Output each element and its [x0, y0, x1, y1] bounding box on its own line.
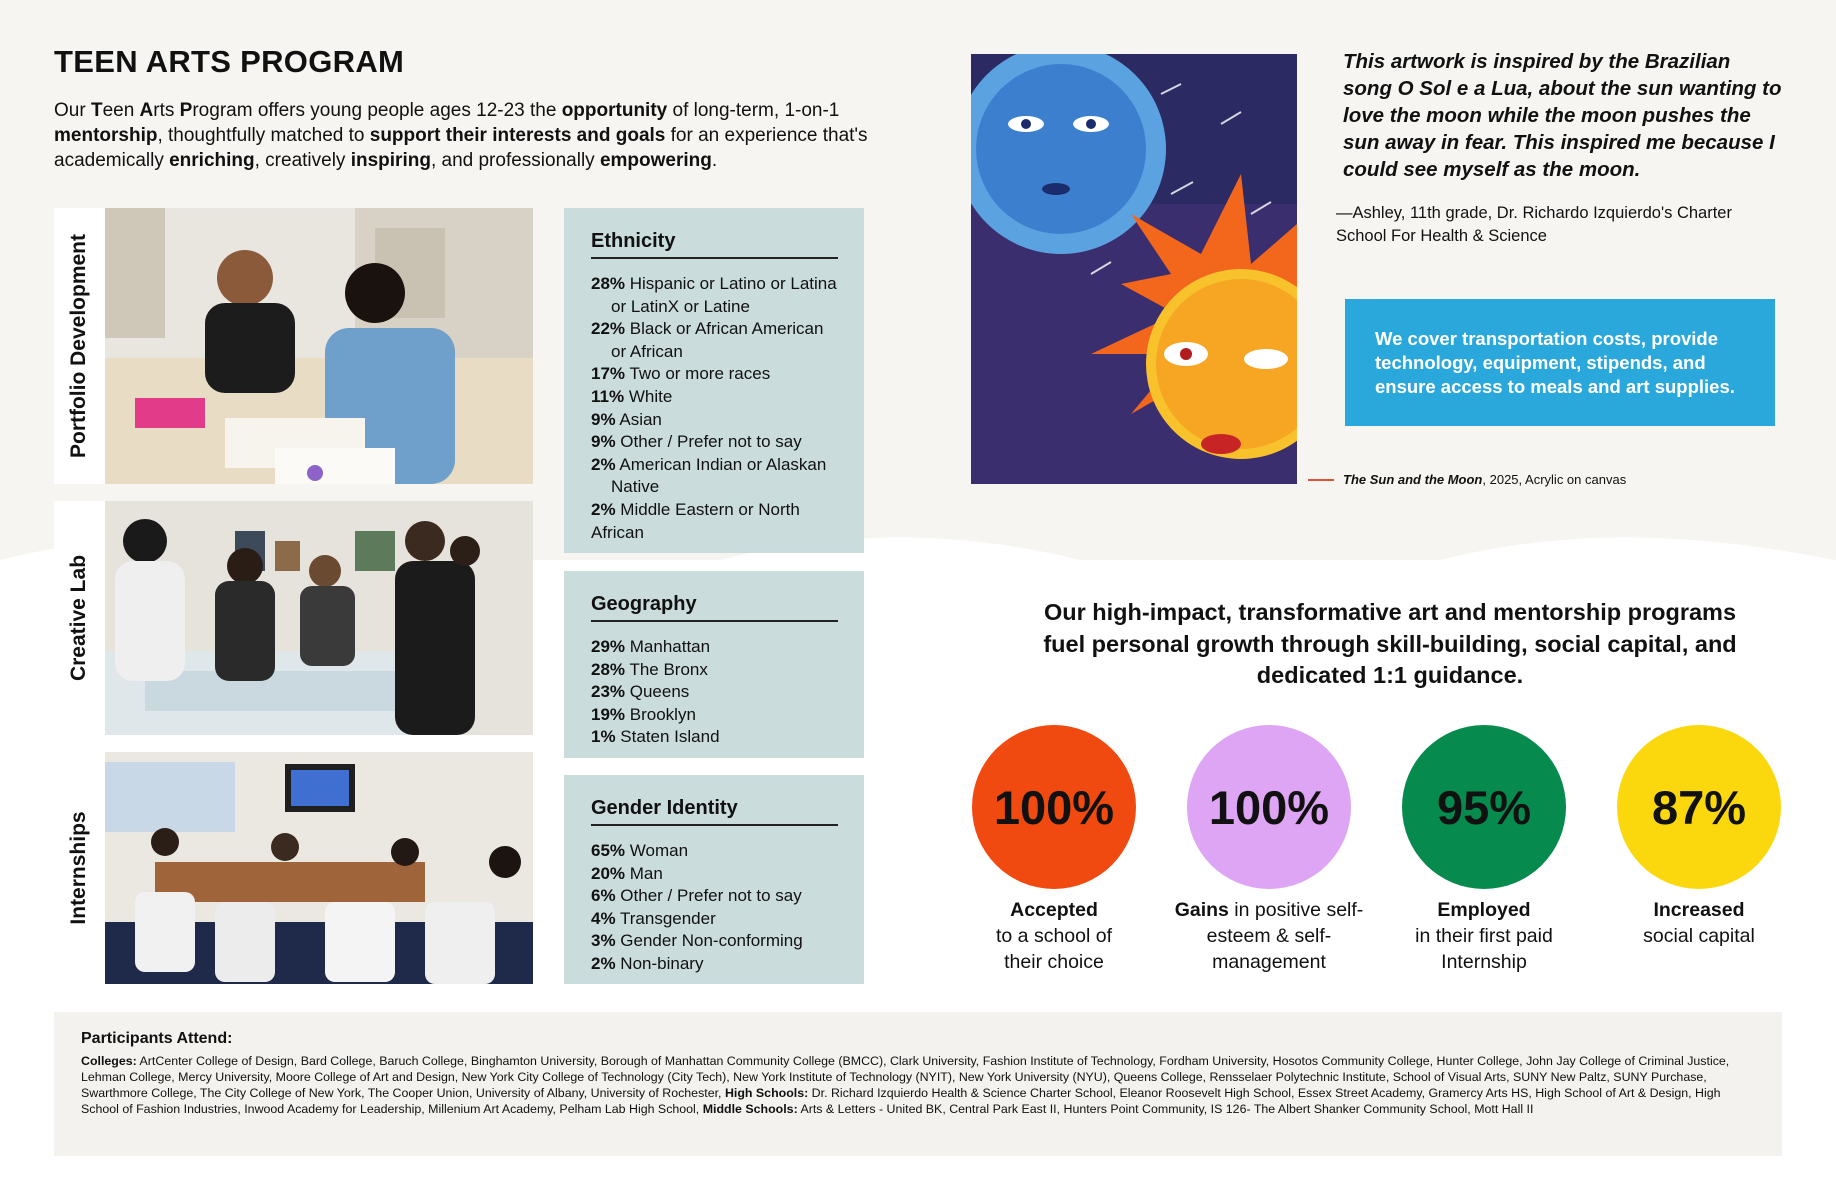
list-item: 4% Transgender [591, 908, 716, 928]
artwork-caption: The Sun and the Moon, 2025, Acrylic on canvas [1343, 472, 1627, 487]
artwork-image [971, 54, 1297, 484]
outcome-accepted-text: Accepted to a school of their choice [996, 899, 1112, 973]
list-item: 19% Brooklyn [591, 704, 696, 724]
list-item: 22% Black or African American or African [591, 319, 824, 361]
ethnicity-title: Ethnicity [591, 230, 838, 259]
photo-label: Creative Lab [67, 554, 90, 682]
photo-label: Internships [67, 811, 90, 925]
geography-box [564, 571, 864, 758]
geography-title: Geography [591, 593, 838, 622]
list-item: 28% The Bronx [591, 659, 708, 679]
geography-list [591, 636, 838, 749]
list-item: 65% Woman [591, 841, 689, 860]
portfolio-photo [105, 208, 533, 484]
list-item: 20% Man [591, 863, 663, 883]
list-item: 17% Two or more races [591, 364, 771, 384]
outcome-social-capital-text: Increased social capital [1643, 899, 1755, 947]
gender-identity-box [564, 775, 864, 984]
intro-paragraph: Our Teen Arts Program offers young people ages 12-23 the opportunity of long-term, 1-on-1 mentorship, thoughtfully matched to support their interests and goals for an experience that's academically enriching, creatively inspiring, and professionally empowering. [54, 100, 868, 171]
page-title: TEEN ARTS PROGRAM [54, 44, 405, 79]
list-item: 23% Queens [591, 682, 690, 702]
participants-attend-panel [54, 1012, 1782, 1156]
caption-rule [1308, 479, 1334, 481]
list-item: 6% Other / Prefer not to say [591, 886, 802, 906]
attend-title: Participants Attend: [81, 1030, 233, 1047]
photo-row-creative-lab [54, 501, 533, 735]
outcome-social-capital-circle: 87% [1617, 725, 1781, 889]
support-callout: We cover transportation costs, provide technology, equipment, stipends, and ensure access to meals and art supplies. [1345, 299, 1775, 426]
artist-quote: This artwork is inspired by the Brazilian song O Sol e a Lua, about the sun wanting to love the moon while the moon pushes the sun away in fear. This inspired me because I could see myself as the moon. [1343, 50, 1782, 181]
list-item: 2% Middle Eastern or North African [591, 499, 800, 542]
photo-row-internships [54, 752, 533, 984]
list-item: 28% Hispanic or Latino or Latina or LatinX or Latine [591, 274, 837, 316]
creative-lab-photo [105, 501, 533, 735]
list-item: 1% Staten Island [591, 727, 720, 747]
list-item: 9% Asian [591, 409, 662, 429]
quote-attribution: —Ashley, 11th grade, Dr. Richardo Izquierdo's Charter School For Health & Science [1336, 204, 1732, 245]
list-item: 11% White [591, 386, 673, 406]
gender-title: Gender Identity [591, 797, 838, 826]
ethnicity-list [591, 273, 838, 544]
internships-photo [105, 752, 533, 984]
ethnicity-box [564, 208, 864, 553]
list-item: 2% Non-binary [591, 953, 704, 973]
attend-list: Colleges: ArtCenter College of Design, Bard College, Baruch College, Binghamton University, Borough of Manhattan Community College (BMCC), Clark University, Fashion Institute of Technology, Fordham University, Hosotos Community College, Hunter College, John Jay College of Criminal Justice, Lehman College, Mercy University, Moore College of Art and Design, New York City College of Technology (City Tech), New York Institute of Technology (NYIT), New York University (NYU), Queens College, Rensselaer Polytechnic Institute, School of Visual Arts, SUNY New Paltz, SUNY Purchase, Swarthmore College, The City College of New York, The Cooper Union, University of Albany, University of Rochester, High Schools: Dr. Richard Izquierdo Health & Science Charter School, Eleanor Roosevelt High School, Essex Street Academy, Gramercy Arts HS, High School of Art & Design, High School of Fashion Industries, Inwood Academy for Leadership, Millenium Art Academy, Pelham Lab High School, Middle Schools: Arts & Letters - United BK, Central Park East II, Hunters Point Community, IS 126- The Albert Shanker Community School, Mott Hall II [81, 1054, 1730, 1116]
outcome-employed-circle: 95% [1402, 725, 1566, 889]
outcome-employed-text: Employed in their first paid Internship [1415, 899, 1553, 973]
list-item: 2% American Indian or Alaskan Native [591, 454, 827, 497]
photo-label: Portfolio Development [67, 233, 90, 459]
outcome-self-esteem-circle: 100% [1187, 725, 1351, 889]
outcome-self-esteem-text: Gains in positive self-esteem & self-management [1174, 899, 1364, 973]
list-item: 29% Manhattan [591, 637, 711, 656]
outcome-accepted-circle: 100% [972, 725, 1136, 889]
list-item: 3% Gender Non-conforming [591, 931, 803, 951]
photo-row-portfolio [54, 208, 533, 484]
gender-list [591, 840, 838, 976]
list-item: 9% Other / Prefer not to say [591, 432, 802, 452]
impact-statement: Our high-impact, transformative art and mentorship programs fuel personal growth through skill-building, social capital, and dedicated 1:1 guidance. [1043, 599, 1737, 688]
